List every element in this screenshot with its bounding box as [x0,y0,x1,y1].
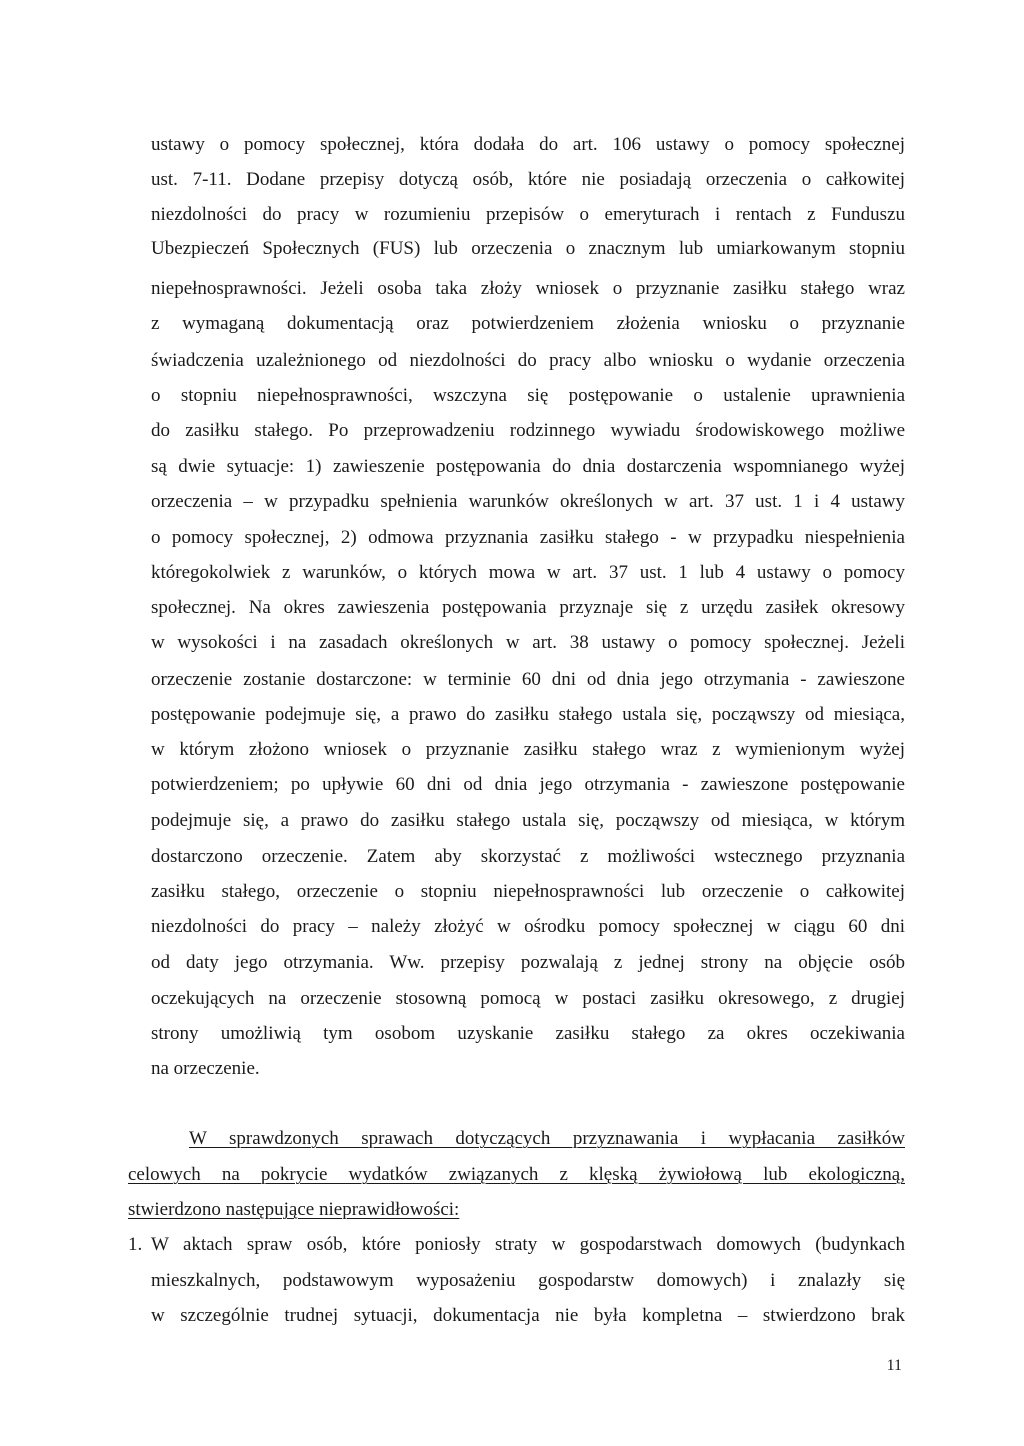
paragraph-line: strony umożliwią tym osobom uzyskanie zasiłku stałego za okres oczekiwania [151,1023,905,1044]
paragraph-line: orzeczenie zostanie dostarczone: w terminie 60 dni od dnia jego otrzymania - zawieszone [151,669,905,690]
paragraph-line: o stopniu niepełnosprawności, wszczyna się postępowanie o ustalenie uprawnienia [151,385,905,406]
paragraph-line: są dwie sytuacje: 1) zawieszenie postępowania do dnia dostarczenia wspomnianego wyżej [151,456,905,477]
paragraph-line: do zasiłku stałego. Po przeprowadzeniu rodzinnego wywiadu środowiskowego możliwe [151,420,905,441]
paragraph-line: świadczenia uzależnionego od niezdolności do pracy albo wniosku o wydanie orzeczenia [151,350,905,371]
section-heading-line: W sprawdzonych sprawach dotyczących przyznawania i wypłacania zasiłków [189,1128,905,1149]
paragraph-line: niepełnosprawności. Jeżeli osoba taka złoży wniosek o przyznanie zasiłku stałego wraz [151,278,905,299]
list-item-line: w szczególnie trudnej sytuacji, dokumentacja nie była kompletna – stwierdzono brak [151,1305,905,1326]
list-item [128,1233,905,1257]
paragraph-line: któregokolwiek z warunków, o których mowa w art. 37 ust. 1 lub 4 ustawy o pomocy [151,562,905,583]
paragraph-line: ustawy o pomocy społecznej, która dodała do art. 106 ustawy o pomocy społecznej [151,134,905,155]
paragraph-line: zasiłku stałego, orzeczenie o stopniu niepełnosprawności lub orzeczenie o całkowitej [151,881,905,902]
paragraph-line: dostarczono orzeczenie. Zatem aby skorzystać z możliwości wstecznego przyznania [151,846,905,867]
paragraph-line: potwierdzeniem; po upływie 60 dni od dnia jego otrzymania - zawieszone postępowanie [151,774,905,795]
paragraph-line: Ubezpieczeń Społecznych (FUS) lub orzeczenia o znacznym lub umiarkowanym stopniu [151,238,905,259]
section-heading-line: stwierdzono następujące nieprawidłowości: [128,1199,460,1220]
paragraph-line: w którym złożono wniosek o przyznanie zasiłku stałego wraz z wymienionym wyżej [151,739,905,760]
paragraph-line: ust. 7-11. Dodane przepisy dotyczą osób, które nie posiadają orzeczenia o całkowitej [151,169,905,190]
paragraph-line: od daty jego otrzymania. Ww. przepisy pozwalają z jednej strony na objęcie osób [151,952,905,973]
paragraph-line: oczekujących na orzeczenie stosowną pomocą w postaci zasiłku okresowego, z drugiej [151,988,905,1009]
paragraph-line: orzeczenia – w przypadku spełnienia warunków określonych w art. 37 ust. 1 i 4 ustawy [151,491,905,512]
paragraph-line: społecznej. Na okres zawieszenia postępowania przyznaje się z urzędu zasiłek okresowy [151,597,905,618]
paragraph-line: w wysokości i na zasadach określonych w art. 38 ustawy o pomocy społecznej. Jeżeli [151,632,905,653]
paragraph-line: podejmuje się, a prawo do zasiłku stałego ustala się, począwszy od miesiąca, w którym [151,810,905,831]
page-number: 11 [886,1357,902,1374]
paragraph-line: z wymaganą dokumentacją oraz potwierdzeniem złożenia wniosku o przyznanie [151,313,905,334]
list-item-text: W aktach spraw osób, które poniosły straty w gospodarstwach domowych (budynkach [151,1234,905,1255]
paragraph-line: niezdolności do pracy – należy złożyć w ośrodku pomocy społecznej w ciągu 60 dni [151,916,905,937]
list-item-number: 1. [128,1234,143,1255]
section-heading-line: celowych na pokrycie wydatków związanych z klęską żywiołową lub ekologiczną, [128,1164,905,1185]
paragraph-line: postępowanie podejmuje się, a prawo do zasiłku stałego ustala się, począwszy od miesiąca, [151,704,905,725]
paragraph-line: na orzeczenie. [151,1058,260,1079]
paragraph-line: o pomocy społecznej, 2) odmowa przyznania zasiłku stałego - w przypadku niespełnienia [151,527,905,548]
paragraph-line: niezdolności do pracy w rozumieniu przepisów o emeryturach i rentach z Funduszu [151,204,905,225]
list-item-line: mieszkalnych, podstawowym wyposażeniu gospodarstw domowych) i znalazły się [151,1270,905,1291]
